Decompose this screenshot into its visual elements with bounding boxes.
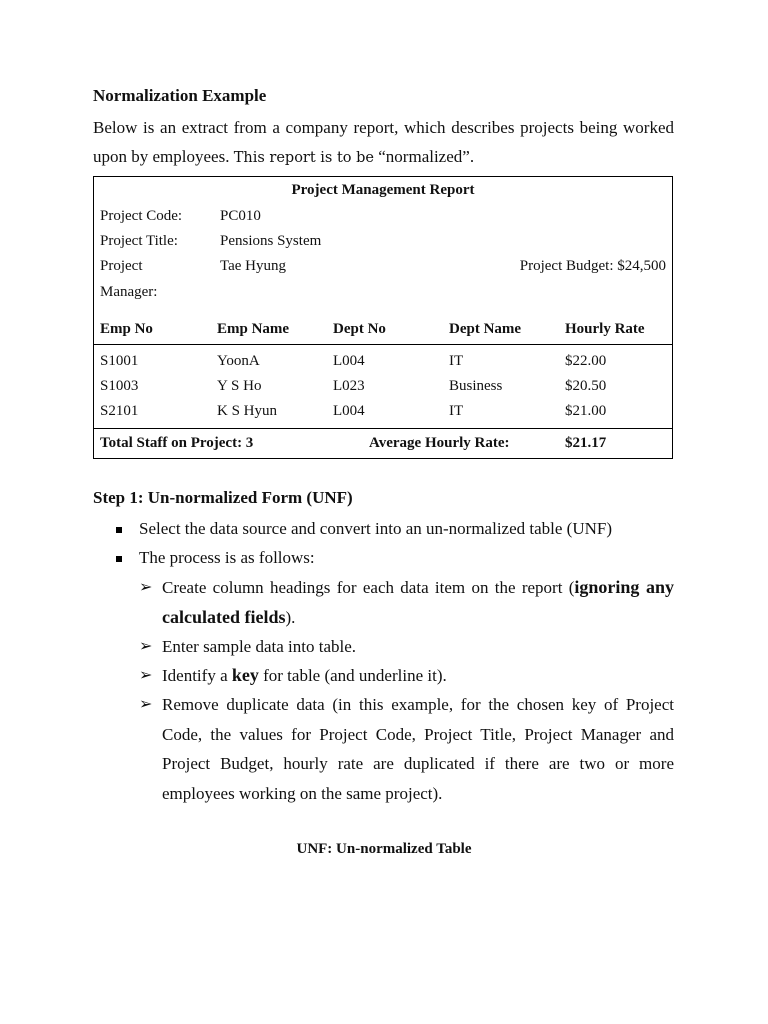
table-cell: L023 bbox=[333, 378, 365, 394]
project-code-label: Project Code: bbox=[100, 208, 183, 224]
table-cell: $21.00 bbox=[565, 403, 607, 419]
col-header-dept-no: Dept No bbox=[333, 321, 386, 337]
sub-bullet-text bbox=[162, 661, 674, 691]
table-cell: L004 bbox=[333, 403, 365, 419]
sub-text-bold: ignoring any calculated fields bbox=[162, 577, 674, 627]
square-bullet-icon bbox=[116, 527, 122, 533]
col-header-emp-no: Emp No bbox=[100, 321, 153, 337]
step1-heading: Step 1: Un-normalized Form (UNF) bbox=[93, 488, 353, 507]
sub-text-part: ). bbox=[285, 607, 296, 627]
report-title: Project Management Report bbox=[291, 182, 475, 198]
table-cell: S2101 bbox=[100, 403, 139, 419]
bullet-text: The process is as follows: bbox=[139, 548, 315, 567]
project-manager-label-1: Project bbox=[100, 258, 143, 274]
table-cell: $20.50 bbox=[565, 378, 607, 394]
table-cell: YoonA bbox=[217, 353, 260, 369]
project-title-value: Pensions System bbox=[220, 233, 322, 249]
sub-bullet-text bbox=[162, 573, 674, 632]
project-code-value: PC010 bbox=[220, 208, 261, 224]
table-cell: IT bbox=[449, 353, 464, 369]
project-report-box bbox=[93, 176, 673, 459]
sub-text-part: Identify a bbox=[162, 666, 232, 685]
intro-text-3: “normalized”. bbox=[374, 147, 475, 166]
table-cell: IT bbox=[449, 403, 464, 419]
sub-bullet-item bbox=[139, 661, 674, 691]
average-rate-label: Average Hourly Rate: bbox=[369, 435, 510, 451]
sub-text-part: for table (and underline it). bbox=[258, 666, 447, 685]
intro-paragraph bbox=[93, 113, 674, 173]
table-cell: Y S Ho bbox=[217, 378, 262, 394]
total-staff: Total Staff on Project: 3 bbox=[100, 435, 254, 451]
sub-bullet-item bbox=[139, 573, 674, 632]
sub-bullet-item bbox=[139, 632, 674, 662]
col-header-emp-name: Emp Name bbox=[217, 321, 290, 337]
col-header-dept-name: Dept Name bbox=[449, 321, 522, 337]
average-rate-value: $21.17 bbox=[565, 435, 607, 451]
sub-bullet-text: Remove duplicate data (in this example, for the chosen key of Project Code, the values for Project Code, Project Title, Project Manager and Project Budget, hourly rate are duplicated if there are two or more employees working on the same project). bbox=[162, 695, 674, 803]
arrow-bullet-icon: ➢ bbox=[139, 696, 153, 713]
project-manager-value: Tae Hyung bbox=[220, 258, 287, 274]
table-cell: K S Hyun bbox=[217, 403, 278, 419]
bullet-text: Select the data source and convert into an un-normalized table (UNF) bbox=[139, 519, 612, 538]
table-caption: UNF: Un-normalized Table bbox=[296, 841, 472, 857]
project-manager-label-2: Manager: bbox=[100, 284, 158, 300]
arrow-bullet-icon: ➢ bbox=[139, 667, 153, 684]
intro-text-1: Below is an extract from a company report, which describes projects being worked upon by employees. bbox=[93, 118, 674, 166]
col-header-hourly-rate: Hourly Rate bbox=[565, 321, 645, 337]
header-divider bbox=[94, 344, 672, 345]
sub-bullet-text: Enter sample data into table. bbox=[162, 637, 357, 656]
table-cell: S1003 bbox=[100, 378, 139, 394]
sub-text-bold: key bbox=[231, 665, 259, 685]
arrow-bullet-icon: ➢ bbox=[139, 638, 153, 655]
footer-divider bbox=[94, 428, 672, 429]
sub-text-part: Create column headings for each data item on the report ( bbox=[162, 578, 575, 597]
intro-text-2: This report is to be bbox=[233, 150, 375, 166]
table-cell: Business bbox=[449, 378, 503, 394]
project-title-label: Project Title: bbox=[100, 233, 178, 249]
sub-bullet-item bbox=[139, 690, 674, 808]
table-cell: L004 bbox=[333, 353, 365, 369]
square-bullet-icon bbox=[116, 556, 122, 562]
arrow-bullet-icon: ➢ bbox=[139, 579, 153, 596]
document-heading: Normalization Example bbox=[93, 86, 267, 105]
project-budget: Project Budget: $24,500 bbox=[519, 258, 666, 274]
table-cell: $22.00 bbox=[565, 353, 607, 369]
table-cell: S1001 bbox=[100, 353, 139, 369]
